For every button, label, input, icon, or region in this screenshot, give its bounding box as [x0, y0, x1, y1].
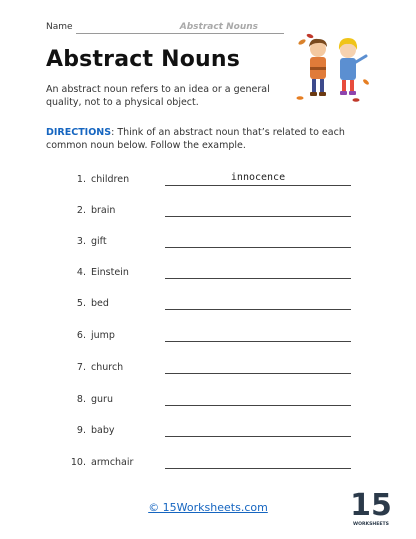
exercise-item — [0, 421, 416, 439]
item-number: 6. — [76, 330, 86, 341]
answer-line[interactable] — [165, 436, 351, 437]
directions-label: DIRECTIONS — [46, 127, 112, 138]
item-number: 4. — [76, 267, 86, 278]
common-noun: armchair — [91, 457, 134, 468]
name-label: Name — [46, 22, 73, 32]
item-number: 3. — [76, 236, 86, 247]
answer-text: innocence — [230, 172, 286, 183]
answer-line[interactable] — [165, 405, 351, 406]
exercise-item — [0, 263, 416, 281]
answer-line[interactable] — [165, 468, 351, 469]
common-noun: children — [91, 174, 130, 185]
answer-line[interactable] — [165, 216, 351, 217]
common-noun: baby — [91, 425, 115, 436]
answer-line[interactable] — [165, 247, 351, 248]
item-number: 8. — [76, 394, 86, 405]
item-number: 9. — [76, 425, 86, 436]
common-noun: brain — [91, 205, 116, 216]
exercise-item — [0, 326, 416, 344]
common-noun: church — [91, 362, 124, 373]
logo-number: 15 — [350, 488, 392, 523]
worksheet-topic: Abstract Nouns — [179, 22, 258, 32]
answer-line[interactable] — [165, 185, 351, 186]
answer-line[interactable] — [165, 278, 351, 279]
item-number: 1. — [76, 174, 86, 185]
common-noun: guru — [91, 394, 113, 405]
item-number: 5. — [76, 298, 86, 309]
exercise-item — [0, 201, 416, 219]
exercise-item — [0, 170, 416, 188]
footer-copyright-link[interactable]: © 15Worksheets.com — [148, 501, 268, 514]
item-number: 7. — [76, 362, 86, 373]
item-number: 10. — [70, 457, 86, 468]
common-noun: gift — [91, 236, 107, 247]
item-number: 2. — [76, 205, 86, 216]
intro-text: An abstract noun refers to an idea or a general quality, not to a physical object. — [46, 84, 270, 108]
15worksheets-logo — [350, 485, 392, 531]
directions-text: : Think of an abstract noun that’s related to each common noun below. Follow the example. — [46, 127, 345, 151]
exercise-item — [0, 453, 416, 471]
answer-line[interactable] — [165, 373, 351, 374]
common-noun: bed — [91, 298, 109, 309]
exercise-item — [0, 358, 416, 376]
logo-text: WORKSHEETS — [353, 522, 389, 527]
page-title: Abstract Nouns — [46, 47, 241, 72]
common-noun: Einstein — [91, 267, 129, 278]
common-noun: jump — [91, 330, 115, 341]
exercise-item — [0, 390, 416, 408]
answer-line[interactable] — [165, 309, 351, 310]
answer-line[interactable] — [165, 341, 351, 342]
exercise-item — [0, 232, 416, 250]
exercise-item — [0, 294, 416, 312]
